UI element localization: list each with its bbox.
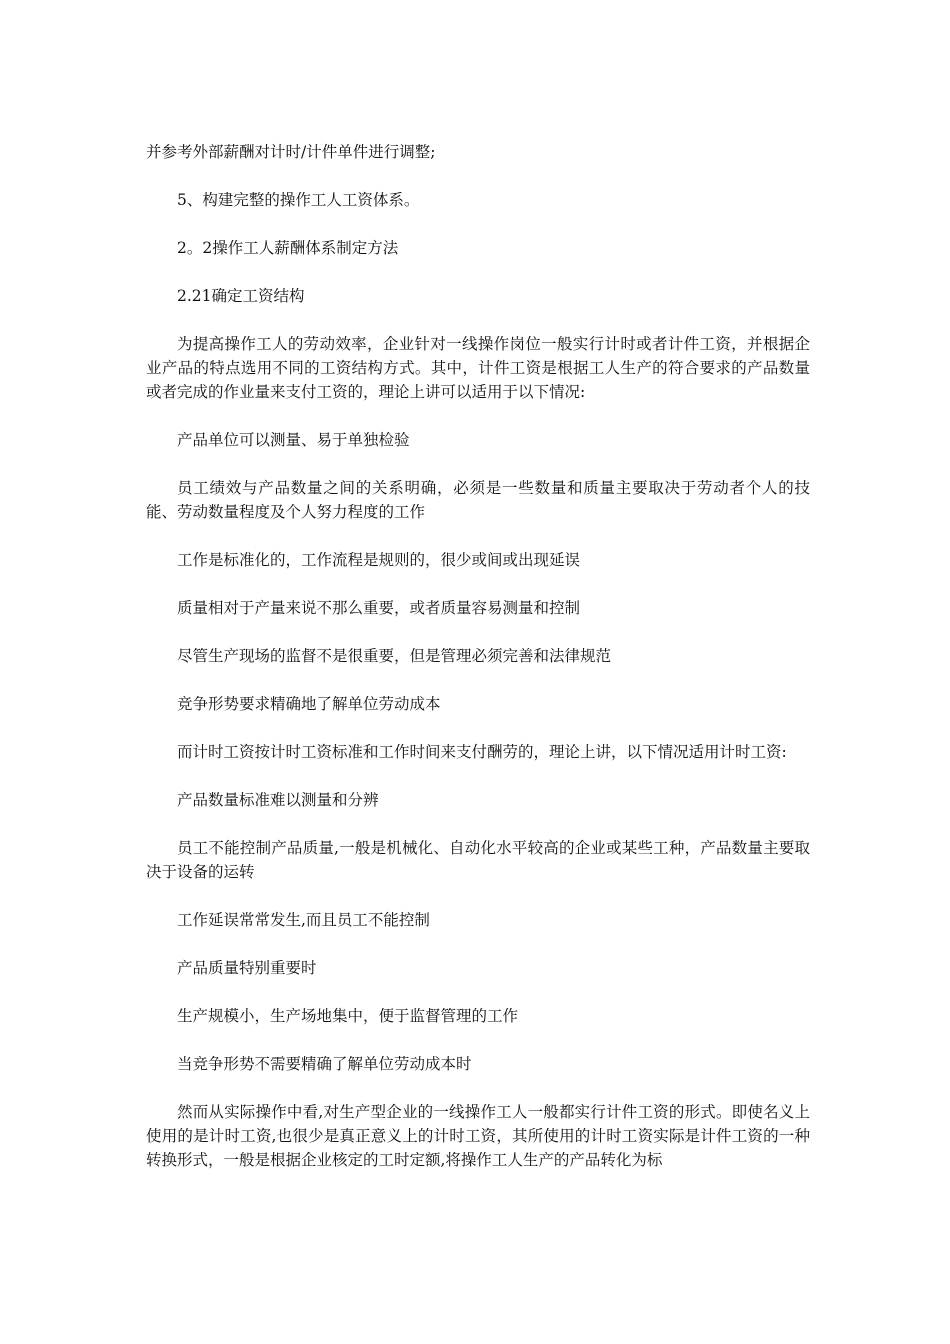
condition-item: 员工绩效与产品数量之间的关系明确，必须是一些数量和质量主要取决于劳动者个人的技能、劳动数量程度及个人努力程度的工作: [146, 479, 810, 521]
paragraph-piece-wage-intro: 为提高操作工人的劳动效率，企业针对一线操作岗位一般实行计时或者计件工资，并根据企业产品的特点选用不同的工资结构方式。其中，计件工资是根据工人生产的符合要求的产品数量或者完成的作业量来支付工资的，理论上讲可以适用于以下情况:: [146, 335, 810, 401]
document-body: [146, 140, 810, 1196]
condition-item: 产品单位可以测量、易于单独检验: [177, 431, 410, 449]
condition-item: 尽管生产现场的监督不是很重要，但是管理必须完善和法律规范: [177, 647, 612, 665]
subsection-heading-2-21: 2.21确定工资结构: [177, 287, 305, 305]
condition-item: 当竞争形势不需要精确了解单位劳动成本时: [177, 1055, 472, 1073]
condition-item: 工作是标准化的，工作流程是规则的，很少或间或出现延误: [177, 551, 581, 569]
condition-item: 生产规模小，生产场地集中，便于监督管理的工作: [177, 1007, 519, 1025]
paragraph-continuation: 并参考外部薪酬对计时/计件单件进行调整;: [146, 143, 436, 161]
paragraph-item-5: 5、构建完整的操作工人工资体系。: [177, 191, 420, 209]
section-heading-2-2: 2。2操作工人薪酬体系制定方法: [177, 239, 399, 257]
condition-item: 质量相对于产量来说不那么重要，或者质量容易测量和控制: [177, 599, 581, 617]
condition-item: 产品质量特别重要时: [177, 959, 317, 977]
paragraph-time-wage-intro: 而计时工资按计时工资标准和工作时间来支付酬劳的，理论上讲，以下情况适用计时工资:: [177, 743, 787, 761]
condition-item: 员工不能控制产品质量,一般是机械化、自动化水平较高的企业或某些工种，产品数量主要取决于设备的运转: [146, 839, 810, 881]
condition-item: 工作延误常常发生,而且员工不能控制: [177, 911, 430, 929]
condition-item: 竞争形势要求精确地了解单位劳动成本: [177, 695, 441, 713]
paragraph-practice: 然而从实际操作中看,对生产型企业的一线操作工人一般都实行计件工资的形式。即使名义上使用的是计时工资,也很少是真正意义上的计时工资，其所使用的计时工资实际是计件工资的一种转换形式，一般是根据企业核定的工时定额,将操作工人生产的产品转化为标: [146, 1103, 810, 1169]
condition-item: 产品数量标准难以测量和分辨: [177, 791, 379, 809]
